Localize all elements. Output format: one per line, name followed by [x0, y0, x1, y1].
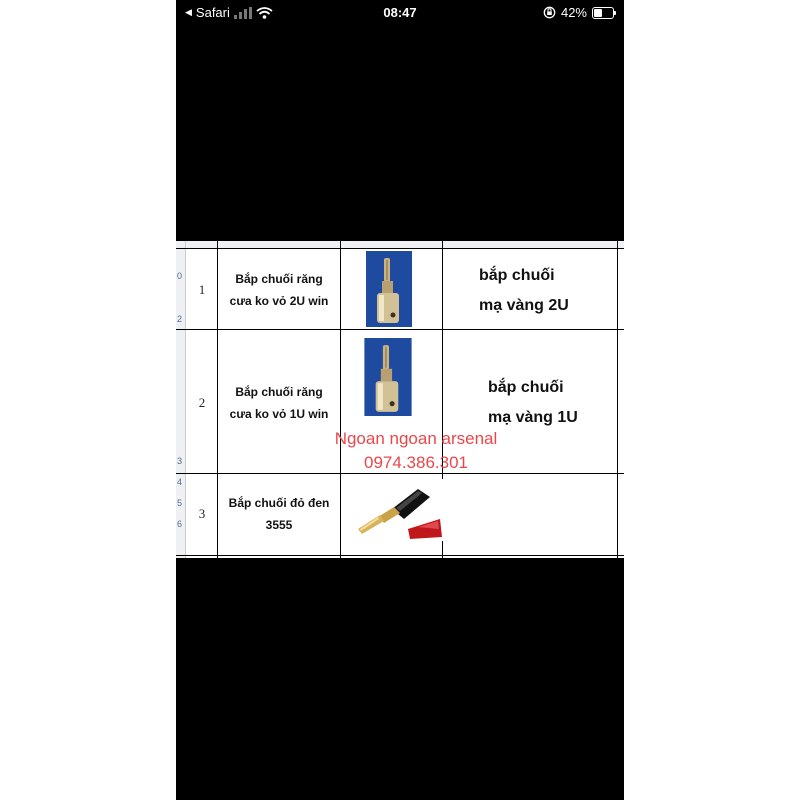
cellular-signal-icon — [234, 7, 252, 19]
gold-banana-plug-photo — [364, 338, 412, 416]
product-description: bắp chuối mạ vàng 2U — [479, 267, 569, 314]
spreadsheet-screenshot — [176, 241, 624, 558]
battery-percent: 42% — [560, 5, 587, 20]
row-number: 3 — [198, 506, 206, 521]
product-name: Bắp chuối đỏ đen 3555 — [228, 496, 330, 532]
row-number: 2 — [198, 395, 206, 410]
status-bar — [176, 0, 624, 26]
product-description: bắp chuối mạ vàng 1U — [488, 379, 578, 426]
row-number: 1 — [198, 282, 206, 297]
red-black-banana-plug-photo — [348, 479, 444, 541]
battery-icon — [592, 7, 614, 19]
back-app-label: Safari — [195, 5, 230, 20]
row-header-strip: 0 2 3 4 5 6 — [176, 241, 186, 558]
phone-screen — [176, 0, 624, 800]
clock: 08:47 — [383, 5, 417, 20]
product-name: Bắp chuối răng cưa ko vỏ 2U win — [229, 272, 329, 308]
wifi-icon — [256, 7, 273, 19]
back-arrow-icon: ◀ — [185, 7, 192, 17]
orientation-lock-icon — [543, 6, 556, 19]
product-name: Bắp chuối răng cưa ko vỏ 1U win — [229, 385, 329, 421]
seller-watermark: Ngoan ngoan arsenal 0974.386.301 — [334, 429, 498, 472]
back-to-app[interactable] — [185, 5, 273, 20]
gold-banana-plug-photo — [366, 251, 412, 327]
